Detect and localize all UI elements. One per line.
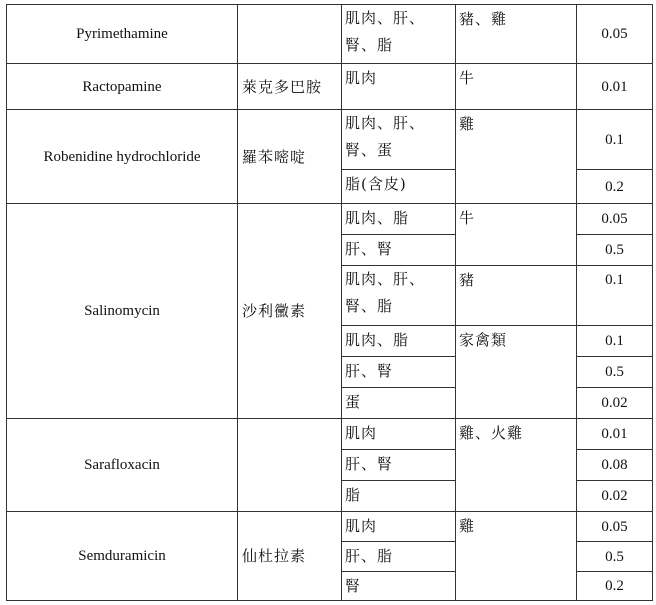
- drug-chinese-name: 仙杜拉素: [238, 512, 342, 601]
- limit-value: 0.01: [577, 64, 653, 110]
- animal-cell: 豬、雞: [456, 5, 577, 64]
- animal-cell: 雞、火雞: [456, 419, 577, 512]
- table-row: [7, 419, 653, 450]
- table-row: [7, 110, 653, 170]
- tissue-cell: [342, 110, 456, 170]
- limit-value: 0.05: [577, 204, 653, 235]
- tissue-cell: 肝、脂: [342, 542, 456, 572]
- table-row: [7, 5, 653, 64]
- tissue-cell: 肌肉: [342, 419, 456, 450]
- limit-value: 0.5: [577, 357, 653, 388]
- animal-cell: 牛: [456, 64, 577, 110]
- tissue-text: 肌肉、肝、腎、脂: [345, 270, 426, 315]
- tissue-cell: 蛋: [342, 388, 456, 419]
- animal-cell: 雞: [456, 110, 577, 204]
- limit-value: 0.08: [577, 450, 653, 481]
- limit-value: 0.02: [577, 388, 653, 419]
- animal-cell: 家禽類: [456, 326, 577, 419]
- table-row: [7, 512, 653, 542]
- animal-cell: 牛: [456, 204, 577, 266]
- limit-value: 0.2: [577, 572, 653, 601]
- tissue-cell: 肌肉、脂: [342, 326, 456, 357]
- limit-value: 0.1: [577, 326, 653, 357]
- tissue-cell: 肝、腎: [342, 235, 456, 266]
- drug-chinese-name: [238, 419, 342, 512]
- limit-value: 0.05: [577, 512, 653, 542]
- drug-name: Sarafloxacin: [7, 419, 238, 512]
- tissue-cell: 肌肉: [342, 64, 456, 110]
- tissue-cell: 肌肉、脂: [342, 204, 456, 235]
- drug-name: Robenidine hydrochloride: [7, 110, 238, 204]
- limit-value: 0.5: [577, 235, 653, 266]
- animal-cell: 豬: [456, 266, 577, 326]
- animal-cell: 雞: [456, 512, 577, 601]
- drug-chinese-name: 沙利黴素: [238, 204, 342, 419]
- limit-value: 0.05: [577, 5, 653, 64]
- drug-name: Semduramicin: [7, 512, 238, 601]
- table-row: [7, 64, 653, 110]
- drug-name: Salinomycin: [7, 204, 238, 419]
- tissue-cell: 肌肉: [342, 512, 456, 542]
- tissue-cell: 脂: [342, 481, 456, 512]
- residue-limit-table: [6, 4, 653, 601]
- limit-value: 0.02: [577, 481, 653, 512]
- limit-value: 0.1: [577, 266, 653, 326]
- tissue-text: 肌肉、肝、腎、蛋: [345, 114, 426, 159]
- limit-value: 0.1: [577, 110, 653, 170]
- drug-name: Ractopamine: [7, 64, 238, 110]
- limit-value: 0.2: [577, 170, 653, 204]
- tissue-cell: [342, 5, 456, 64]
- tissue-cell: 肝、腎: [342, 357, 456, 388]
- drug-name: Pyrimethamine: [7, 5, 238, 64]
- drug-chinese-name: 萊克多巴胺: [238, 64, 342, 110]
- tissue-cell: 肝、腎: [342, 450, 456, 481]
- tissue-cell: [342, 266, 456, 326]
- tissue-cell: 脂(含皮): [342, 170, 456, 204]
- tissue-cell: 腎: [342, 572, 456, 601]
- drug-chinese-name: 羅苯嘧啶: [238, 110, 342, 204]
- drug-chinese-name: [238, 5, 342, 64]
- tissue-text: 肌肉、肝、腎、脂: [345, 9, 426, 54]
- limit-value: 0.5: [577, 542, 653, 572]
- limit-value: 0.01: [577, 419, 653, 450]
- table-row: [7, 204, 653, 235]
